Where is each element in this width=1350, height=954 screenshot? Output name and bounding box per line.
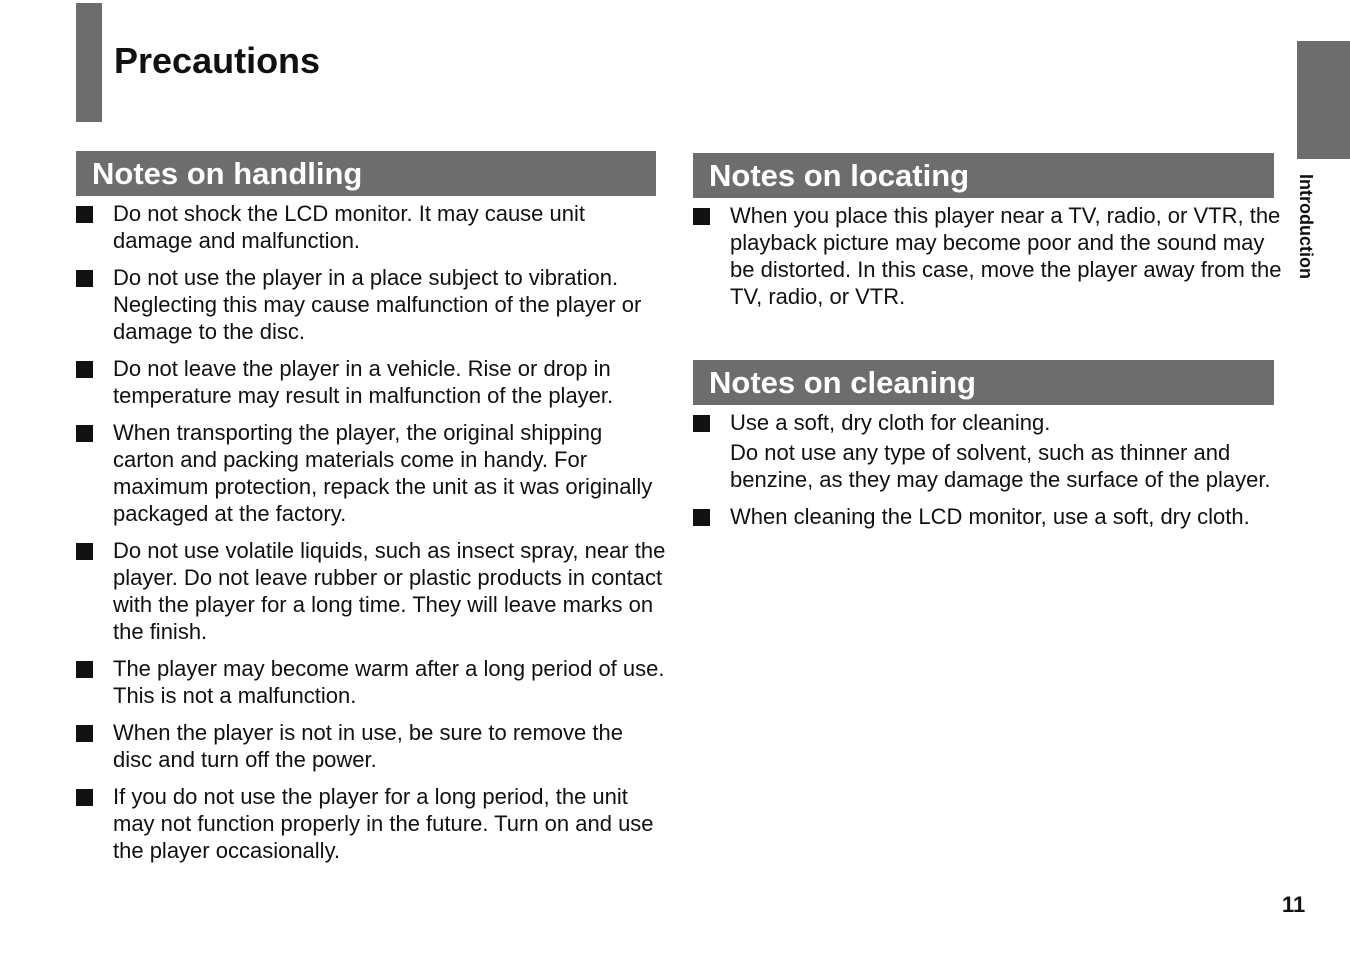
list-item [76, 719, 666, 773]
page-title: Precautions [114, 40, 321, 81]
item-text: When the player is not in use, be sure to remove the disc and turn off the power. [113, 720, 623, 772]
item-text: Do not use volatile liquids, such as insect spray, near the player. Do not leave rubber or plastic products in contact with the player for a long time. They will leave marks on the finish. [113, 538, 666, 644]
bullet-square-icon [693, 415, 710, 432]
section-heading-cleaning: Notes on cleaning [693, 360, 1274, 405]
item-text: Do not shock the LCD monitor. It may cause unit damage and malfunction. [113, 201, 586, 253]
item-text: If you do not use the player for a long period, the unit may not function properly in the future. Turn on and use the player occasionally. [113, 784, 654, 863]
list-item [693, 503, 1283, 530]
bullet-square-icon [76, 725, 93, 742]
chapter-tab [1297, 41, 1350, 159]
item-text: When cleaning the LCD monitor, use a soft, dry cloth. [730, 504, 1250, 529]
list-item [693, 409, 1283, 493]
bullet-square-icon [693, 208, 710, 225]
section-heading-locating: Notes on locating [693, 153, 1274, 198]
list-item [76, 419, 666, 527]
list-item [76, 537, 666, 645]
item-text: Do not use any type of solvent, such as thinner and benzine, as they may damage the surface of the player. [730, 440, 1271, 492]
item-text: The player may become warm after a long period of use. This is not a malfunction. [113, 656, 665, 708]
bullet-square-icon [76, 425, 93, 442]
list-item [76, 200, 666, 254]
bullet-square-icon [76, 361, 93, 378]
item-text: Do not use the player in a place subject to vibration. Neglecting this may cause malfunction of the player or damage to the disc. [113, 265, 642, 344]
bullet-square-icon [693, 509, 710, 526]
locating-list [693, 202, 1283, 310]
item-text: Do not leave the player in a vehicle. Rise or drop in temperature may result in malfunction of the player. [113, 356, 614, 408]
bullet-square-icon [76, 206, 93, 223]
chapter-label: Introduction [1296, 174, 1316, 279]
item-text: When transporting the player, the original shipping carton and packing materials come in handy. For maximum protection, repack the unit as it was originally packaged at the factory. [113, 420, 653, 526]
list-item [76, 783, 666, 864]
list-item [76, 264, 666, 345]
page-number: 11 [1282, 892, 1306, 917]
handling-list [76, 200, 666, 864]
item-text: Use a soft, dry cloth for cleaning. [730, 410, 1051, 435]
bullet-square-icon [76, 789, 93, 806]
cleaning-list [693, 409, 1283, 530]
section-heading-handling: Notes on handling [76, 151, 656, 196]
bullet-square-icon [76, 543, 93, 560]
list-item [76, 355, 666, 409]
bullet-square-icon [76, 270, 93, 287]
item-text: When you place this player near a TV, radio, or VTR, the playback picture may become poor and the sound may be distorted. In this case, move the player away from the TV, radio, or VTR. [730, 203, 1282, 309]
bullet-square-icon [76, 661, 93, 678]
title-accent-bar [76, 3, 102, 122]
list-item [693, 202, 1283, 310]
list-item [76, 655, 666, 709]
